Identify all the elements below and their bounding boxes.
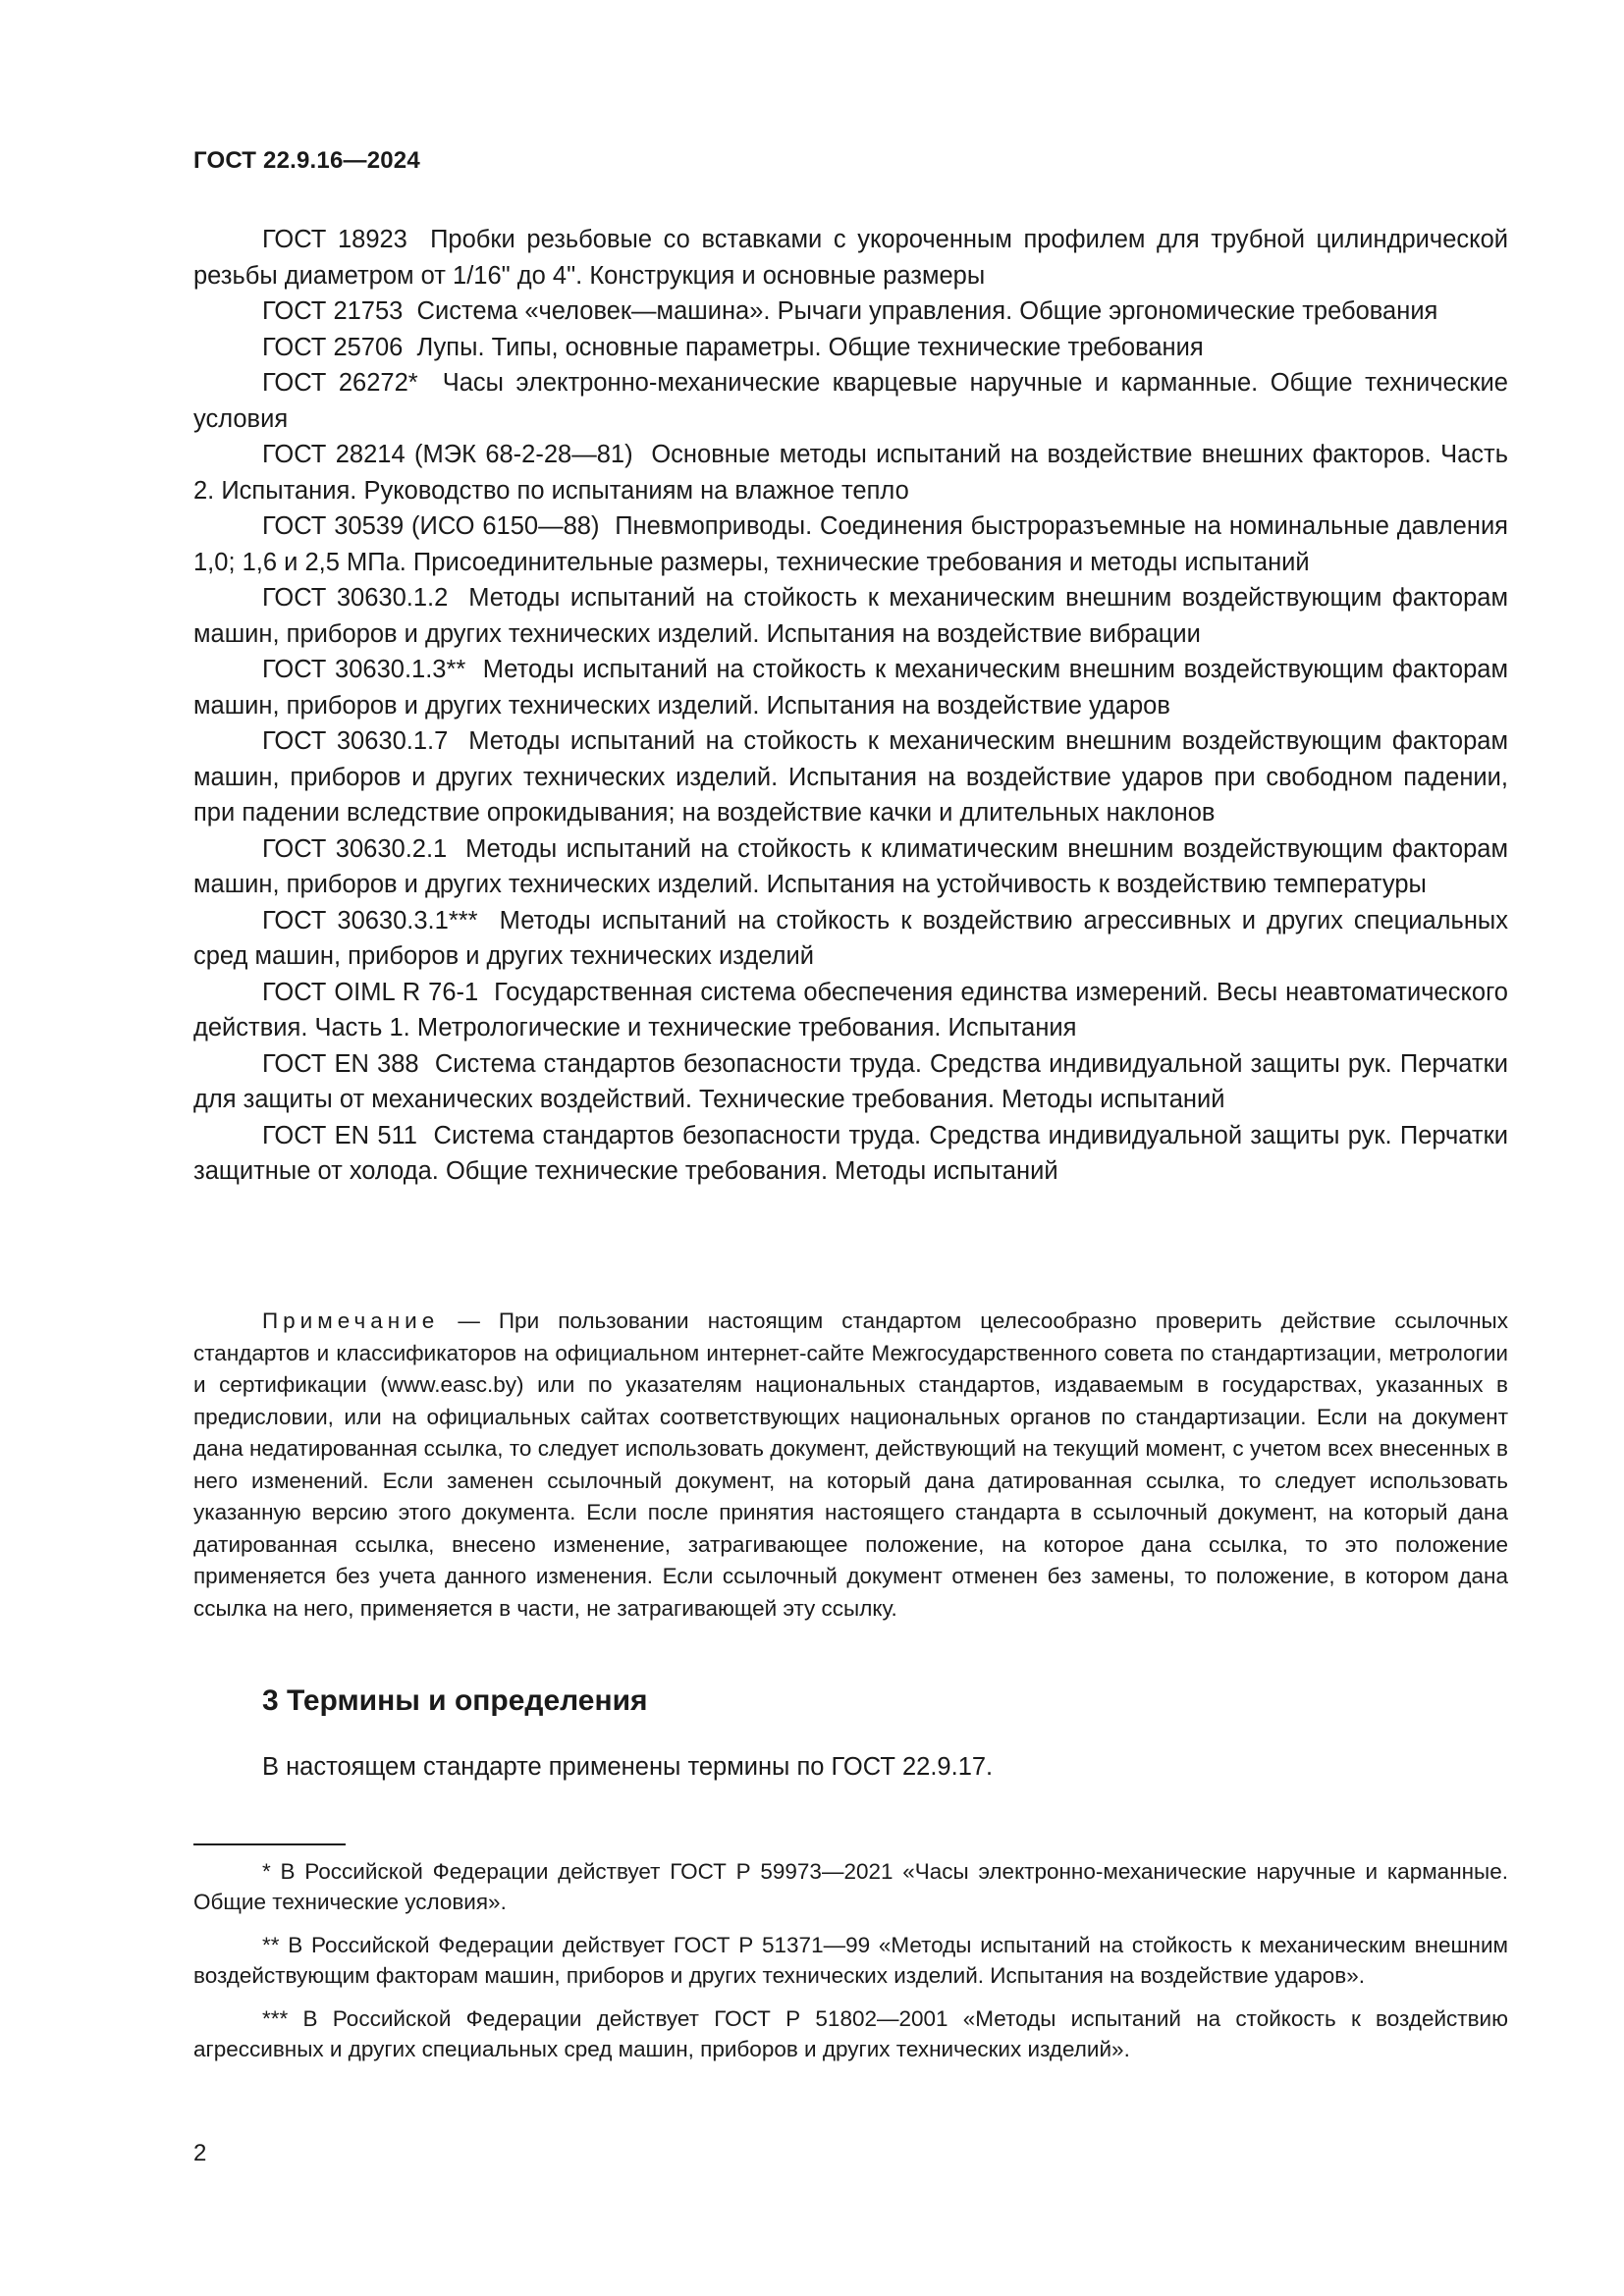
section-heading: 3 Термины и определения	[262, 1684, 648, 1717]
reference-title: Методы испытаний на стойкость к механическим внешним воздействующим факторам машин, приборов и других технических изделий. Испытания на воздействие вибрации	[193, 584, 1508, 648]
reference-entry	[193, 1046, 1508, 1118]
reference-code: ГОСТ 26272*	[262, 369, 418, 397]
section-text: В настоящем стандарте применены термины по ГОСТ 22.9.17.	[262, 1753, 994, 1781]
note-text: — При пользовании настоящим стандартом целесообразно проверить действие ссылочных стандартов и классификаторов на официальном интернет-сайте Межгосударственного совета по стандартизации, метрологии и сертификации (www.easc.by) или по указателям национальных стандартов, издаваемым в государствах, указанных в предисловии, или на официальных сайтах соответствующих национальных органов по стандартизации. Если на документ дана недатированная ссылка, то следует использовать документ, действующий на текущий момент, с учетом всех внесенных в него изменений. Если заменен ссылочный документ, на который дана датированная ссылка, то следует использовать указанную версию этого документа. Если после принятия настоящего стандарта в ссылочный документ, на который дана датированная ссылка, внесено изменение, затрагивающее положение, на которое дана ссылка, то это положение применяется без учета данного изменения. Если ссылочный документ отменен без замены, то положение, в котором дана ссылка на него, применяется в части, не затрагивающей эту ссылку.	[193, 1308, 1508, 1621]
reference-code: ГОСТ EN 511	[262, 1121, 417, 1149]
footnote-mark: *	[262, 1859, 271, 1884]
reference-title: Методы испытаний на стойкость к воздействию агрессивных и других специальных сред машин, приборов и других технических изделий	[193, 906, 1509, 970]
footnote-text: В Российской Федерации действует ГОСТ Р 59973—2021 «Часы электронно-механические наручные и карманные. Общие технические условия».	[193, 1859, 1508, 1914]
reference-title: Методы испытаний на стойкость к механическим внешним воздействующим факторам машин, приборов и других технических изделий. Испытания на воздействие ударов при свободном падении, при падении вследствие опрокидывания; на воздействие качки и длительных наклонов	[193, 727, 1508, 827]
reference-title: Методы испытаний на стойкость к климатическим внешним воздействующим факторам машин, приборов и других технических изделий. Испытания на устойчивость к воздействию температуры	[193, 834, 1509, 898]
reference-title: Лупы. Типы, основные параметры. Общие технические требования	[416, 333, 1204, 361]
reference-title: Методы испытаний на стойкость к механическим внешним воздействующим факторам машин, приборов и других технических изделий. Испытания на воздействие ударов	[193, 656, 1509, 720]
reference-entry	[193, 831, 1508, 903]
reference-entry	[193, 330, 1508, 366]
footnotes	[193, 1856, 1508, 2077]
footnote-mark: ***	[262, 2006, 289, 2031]
reference-title: Система «человек—машина». Рычаги управления. Общие эргономические требования	[416, 297, 1438, 325]
reference-title: Система стандартов безопасности труда. Средства индивидуальной защиты рук. Перчатки защитные от холода. Общие технические требования. Методы испытаний	[193, 1121, 1509, 1185]
footnote	[193, 1856, 1508, 1917]
reference-title: Система стандартов безопасности труда. Средства индивидуальной защиты рук. Перчатки для защиты от механических воздействий. Технические требования. Методы испытаний	[193, 1049, 1509, 1113]
reference-entry	[193, 652, 1508, 723]
reference-code: ГОСТ 30539 (ИСО 6150—88)	[262, 512, 600, 540]
reference-title: Государственная система обеспечения единства измерений. Весы неавтоматического действия. Часть 1. Метрологические и технические требования. Испытания	[193, 978, 1508, 1041]
reference-title: Пневмоприводы. Соединения быстроразъемные на номинальные давления 1,0; 1,6 и 2,5 МПа. Присоединительные размеры, технические требования и методы испытаний	[193, 512, 1508, 576]
reference-code: ГОСТ 30630.1.7	[262, 727, 449, 755]
reference-title: Часы электронно-механические кварцевые наручные и карманные. Общие технические условия	[193, 369, 1508, 433]
page-number: 2	[193, 2140, 207, 2166]
footnote	[193, 2003, 1508, 2064]
note-paragraph	[193, 1306, 1508, 1625]
reference-entry	[193, 222, 1508, 294]
reference-entry	[193, 975, 1508, 1046]
footnote-text: В Российской Федерации действует ГОСТ Р 51802—2001 «Методы испытаний на стойкость к воздействию агрессивных и других специальных сред машин, приборов и других технических изделий».	[193, 2006, 1508, 2061]
reference-title: Пробки резьбовые со вставками с укороченным профилем для трубной цилиндрической резьбы диаметром от 1/16" до 4". Конструкция и основные размеры	[193, 226, 1508, 290]
footnote-text: В Российской Федерации действует ГОСТ Р 51371—99 «Методы испытаний на стойкость к механическим внешним воздействующим факторам машин, приборов и других технических изделий. Испытания на воздействие ударов».	[193, 1933, 1508, 1988]
reference-code: ГОСТ 30630.2.1	[262, 834, 448, 863]
reference-code: ГОСТ 30630.3.1***	[262, 906, 478, 934]
reference-entry	[193, 903, 1508, 975]
reference-entry	[193, 294, 1508, 330]
reference-code: ГОСТ 30630.1.3**	[262, 656, 466, 683]
reference-entry	[193, 723, 1508, 831]
reference-code: ГОСТ 30630.1.2	[262, 584, 449, 612]
reference-title: Основные методы испытаний на воздействие внешних факторов. Часть 2. Испытания. Руководство по испытаниям на влажное тепло	[193, 441, 1509, 505]
reference-code: ГОСТ 21753	[262, 297, 404, 325]
reference-code: ГОСТ 25706	[262, 333, 404, 361]
reference-entry	[193, 508, 1508, 580]
reference-code: ГОСТ EN 388	[262, 1049, 419, 1078]
reference-entry	[193, 437, 1508, 508]
running-header: ГОСТ 22.9.16—2024	[193, 147, 420, 174]
reference-entry	[193, 1118, 1508, 1190]
footnote-mark: **	[262, 1933, 280, 1957]
reference-entry	[193, 580, 1508, 652]
footnote	[193, 1930, 1508, 1991]
footnote-divider	[193, 1843, 346, 1845]
reference-code: ГОСТ OIML R 76-1	[262, 978, 479, 1006]
normative-references-list	[193, 222, 1508, 1190]
reference-code: ГОСТ 18923	[262, 226, 407, 253]
note-label: Примечание	[262, 1308, 440, 1333]
reference-entry	[193, 365, 1508, 437]
reference-code: ГОСТ 28214 (МЭК 68-2-28—81)	[262, 441, 633, 468]
